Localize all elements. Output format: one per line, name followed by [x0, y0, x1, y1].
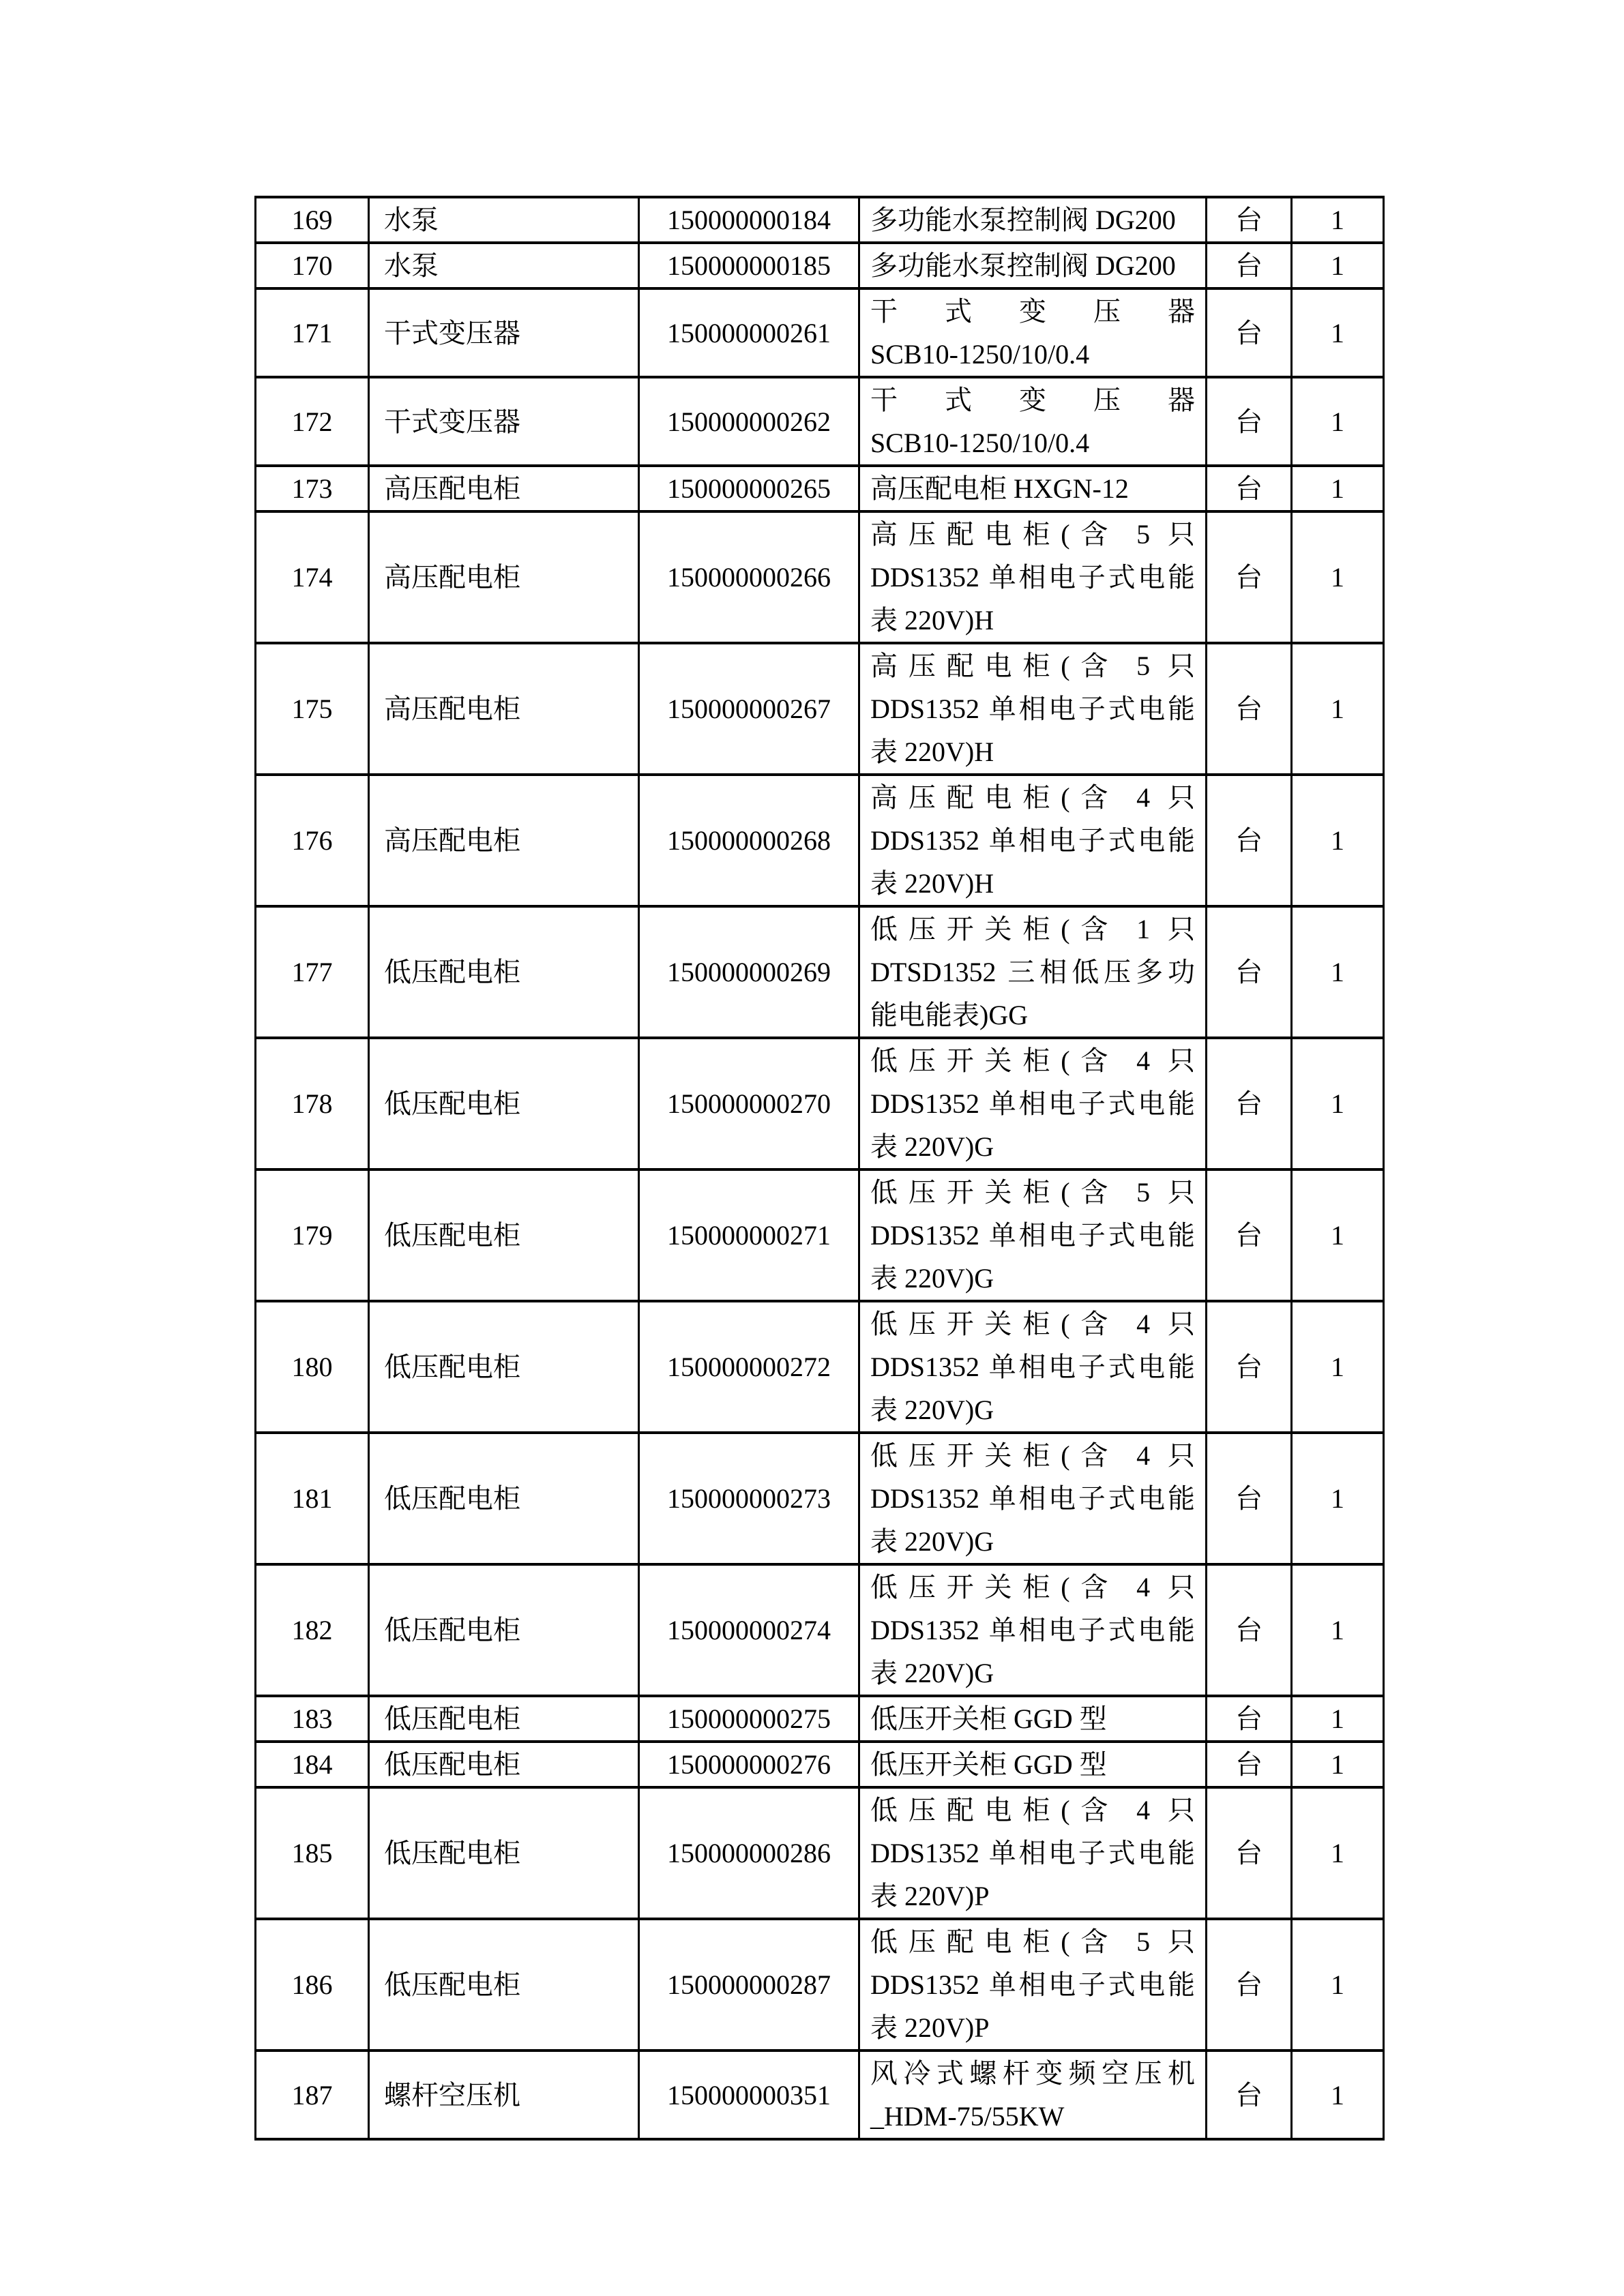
- equipment-name-cell: 低压配电柜: [369, 1564, 639, 1696]
- equipment-description-cell: [859, 1433, 1207, 1564]
- row-number-cell: 174: [256, 511, 369, 643]
- unit-cell: 台: [1207, 243, 1292, 288]
- quantity-cell: 1: [1292, 243, 1384, 288]
- equipment-name-cell: 低压配电柜: [369, 1301, 639, 1433]
- quantity-cell: 1: [1292, 775, 1384, 906]
- table-row: [256, 643, 1384, 775]
- equipment-table-body: [256, 197, 1384, 2139]
- description-line: DDS1352 单相电子式电能: [870, 562, 1195, 593]
- description-line: 低压开关柜(含 4 只: [870, 1309, 1195, 1339]
- row-number-cell: 178: [256, 1038, 369, 1169]
- description-line: 干式变压器: [870, 385, 1195, 415]
- equipment-description-cell: [859, 1301, 1207, 1433]
- row-number-cell: 175: [256, 643, 369, 775]
- description-line: DDS1352 单相电子式电能: [870, 694, 1195, 724]
- quantity-cell: 1: [1292, 466, 1384, 511]
- table-row: [256, 377, 1384, 466]
- equipment-description-cell: [859, 377, 1207, 466]
- equipment-code-cell: 150000000266: [639, 511, 859, 643]
- description-line: 表 220V)G: [870, 1131, 994, 1162]
- unit-cell: 台: [1207, 643, 1292, 775]
- quantity-cell: 1: [1292, 1433, 1384, 1564]
- quantity-cell: 1: [1292, 643, 1384, 775]
- table-row: [256, 466, 1384, 511]
- description-line: 表 220V)H: [870, 605, 994, 636]
- description-line: 表 220V)G: [870, 1658, 994, 1688]
- description-line: 表 220V)H: [870, 736, 994, 767]
- unit-cell: 台: [1207, 466, 1292, 511]
- equipment-description-cell: [859, 288, 1207, 377]
- description-line: 低压配电柜(含 5 只: [870, 1926, 1195, 1957]
- description-line: 表 220V)G: [870, 1263, 994, 1294]
- description-line: _HDM-75/55KW: [870, 2101, 1065, 2132]
- unit-cell: 台: [1207, 1787, 1292, 1919]
- equipment-description-cell: [859, 1169, 1207, 1301]
- unit-cell: 台: [1207, 1696, 1292, 1742]
- unit-cell: 台: [1207, 775, 1292, 906]
- description-line: SCB10-1250/10/0.4: [870, 339, 1090, 370]
- row-number-cell: 169: [256, 197, 369, 243]
- equipment-name-cell: 高压配电柜: [369, 775, 639, 906]
- equipment-name-cell: 干式变压器: [369, 288, 639, 377]
- description-line: 多功能水泵控制阀 DG200: [870, 250, 1176, 281]
- row-number-cell: 171: [256, 288, 369, 377]
- row-number-cell: 179: [256, 1169, 369, 1301]
- table-row: [256, 1696, 1384, 1742]
- quantity-cell: 1: [1292, 288, 1384, 377]
- quantity-cell: 1: [1292, 1564, 1384, 1696]
- equipment-code-cell: 150000000262: [639, 377, 859, 466]
- equipment-description-cell: [859, 1564, 1207, 1696]
- equipment-code-cell: 150000000261: [639, 288, 859, 377]
- equipment-description-cell: [859, 1787, 1207, 1919]
- equipment-name-cell: 低压配电柜: [369, 1696, 639, 1742]
- quantity-cell: 1: [1292, 1787, 1384, 1919]
- row-number-cell: 185: [256, 1787, 369, 1919]
- description-line: DDS1352 单相电子式电能: [870, 1838, 1195, 1868]
- unit-cell: 台: [1207, 288, 1292, 377]
- equipment-table: [254, 196, 1385, 2141]
- equipment-code-cell: 150000000276: [639, 1742, 859, 1787]
- description-line: 高压配电柜(含 5 只: [870, 651, 1195, 681]
- unit-cell: 台: [1207, 1169, 1292, 1301]
- unit-cell: 台: [1207, 1301, 1292, 1433]
- quantity-cell: 1: [1292, 377, 1384, 466]
- row-number-cell: 173: [256, 466, 369, 511]
- equipment-name-cell: 高压配电柜: [369, 511, 639, 643]
- equipment-code-cell: 150000000273: [639, 1433, 859, 1564]
- quantity-cell: 1: [1292, 1169, 1384, 1301]
- table-row: [256, 1169, 1384, 1301]
- equipment-name-cell: 低压配电柜: [369, 1742, 639, 1787]
- equipment-code-cell: 150000000269: [639, 906, 859, 1038]
- description-line: 低压开关柜 GGD 型: [870, 1703, 1107, 1734]
- table-row: [256, 1433, 1384, 1564]
- description-line: 低压配电柜(含 4 只: [870, 1795, 1195, 1825]
- description-line: SCB10-1250/10/0.4: [870, 428, 1090, 458]
- description-line: DDS1352 单相电子式电能: [870, 1352, 1195, 1382]
- unit-cell: 台: [1207, 377, 1292, 466]
- description-line: 表 220V)H: [870, 868, 994, 899]
- description-line: 表 220V)P: [870, 1881, 990, 1911]
- table-row: [256, 288, 1384, 377]
- equipment-description-cell: [859, 643, 1207, 775]
- description-line: DDS1352 单相电子式电能: [870, 825, 1195, 856]
- description-line: 能电能表)GG: [870, 1000, 1029, 1030]
- equipment-name-cell: 高压配电柜: [369, 466, 639, 511]
- equipment-name-cell: 低压配电柜: [369, 1038, 639, 1169]
- equipment-description-cell: [859, 1696, 1207, 1742]
- equipment-description-cell: [859, 243, 1207, 288]
- unit-cell: 台: [1207, 197, 1292, 243]
- description-line: 低压开关柜 GGD 型: [870, 1749, 1107, 1780]
- quantity-cell: 1: [1292, 1919, 1384, 2051]
- row-number-cell: 172: [256, 377, 369, 466]
- equipment-description-cell: [859, 775, 1207, 906]
- equipment-name-cell: 螺杆空压机: [369, 2051, 639, 2139]
- equipment-code-cell: 150000000271: [639, 1169, 859, 1301]
- description-line: 高压配电柜(含 4 只: [870, 782, 1195, 813]
- equipment-name-cell: 高压配电柜: [369, 643, 639, 775]
- table-row: [256, 2051, 1384, 2139]
- equipment-name-cell: 低压配电柜: [369, 1919, 639, 2051]
- description-line: 低压开关柜(含 4 只: [870, 1572, 1195, 1602]
- unit-cell: 台: [1207, 1564, 1292, 1696]
- unit-cell: 台: [1207, 1919, 1292, 2051]
- quantity-cell: 1: [1292, 1696, 1384, 1742]
- table-row: [256, 1742, 1384, 1787]
- table-row: [256, 775, 1384, 906]
- unit-cell: 台: [1207, 511, 1292, 643]
- equipment-name-cell: 低压配电柜: [369, 1787, 639, 1919]
- equipment-description-cell: [859, 197, 1207, 243]
- equipment-description-cell: [859, 1742, 1207, 1787]
- quantity-cell: 1: [1292, 511, 1384, 643]
- description-line: 风冷式螺杆变频空压机: [870, 2058, 1195, 2089]
- quantity-cell: 1: [1292, 1742, 1384, 1787]
- description-line: DDS1352 单相电子式电能: [870, 1220, 1195, 1251]
- equipment-code-cell: 150000000286: [639, 1787, 859, 1919]
- row-number-cell: 182: [256, 1564, 369, 1696]
- row-number-cell: 181: [256, 1433, 369, 1564]
- quantity-cell: 1: [1292, 906, 1384, 1038]
- equipment-name-cell: 低压配电柜: [369, 1169, 639, 1301]
- row-number-cell: 176: [256, 775, 369, 906]
- equipment-name-cell: 低压配电柜: [369, 906, 639, 1038]
- row-number-cell: 184: [256, 1742, 369, 1787]
- row-number-cell: 186: [256, 1919, 369, 2051]
- table-row: [256, 906, 1384, 1038]
- description-line: 表 220V)G: [870, 1526, 994, 1557]
- equipment-code-cell: 150000000184: [639, 197, 859, 243]
- equipment-description-cell: [859, 1038, 1207, 1169]
- equipment-name-cell: 水泵: [369, 197, 639, 243]
- description-line: DDS1352 单相电子式电能: [870, 1483, 1195, 1514]
- equipment-code-cell: 150000000268: [639, 775, 859, 906]
- table-row: [256, 511, 1384, 643]
- equipment-code-cell: 150000000272: [639, 1301, 859, 1433]
- quantity-cell: 1: [1292, 197, 1384, 243]
- table-row: [256, 1038, 1384, 1169]
- row-number-cell: 177: [256, 906, 369, 1038]
- description-line: 表 220V)P: [870, 2012, 990, 2043]
- description-line: DTSD1352 三相低压多功: [870, 957, 1195, 987]
- unit-cell: 台: [1207, 2051, 1292, 2139]
- table-row: [256, 1919, 1384, 2051]
- table-row: [256, 1564, 1384, 1696]
- equipment-description-cell: [859, 511, 1207, 643]
- equipment-code-cell: 150000000265: [639, 466, 859, 511]
- description-line: 低压开关柜(含 5 只: [870, 1177, 1195, 1208]
- description-line: DDS1352 单相电子式电能: [870, 1615, 1195, 1645]
- unit-cell: 台: [1207, 1742, 1292, 1787]
- table-row: [256, 243, 1384, 288]
- unit-cell: 台: [1207, 1038, 1292, 1169]
- description-line: DDS1352 单相电子式电能: [870, 1088, 1195, 1119]
- equipment-code-cell: 150000000275: [639, 1696, 859, 1742]
- equipment-code-cell: 150000000267: [639, 643, 859, 775]
- description-line: 干式变压器: [870, 296, 1195, 327]
- description-line: 低压开关柜(含 4 只: [870, 1045, 1195, 1076]
- unit-cell: 台: [1207, 906, 1292, 1038]
- description-line: 高压配电柜(含 5 只: [870, 519, 1195, 550]
- equipment-name-cell: 干式变压器: [369, 377, 639, 466]
- quantity-cell: 1: [1292, 1301, 1384, 1433]
- row-number-cell: 170: [256, 243, 369, 288]
- description-line: DDS1352 单相电子式电能: [870, 1969, 1195, 2000]
- row-number-cell: 180: [256, 1301, 369, 1433]
- equipment-code-cell: 150000000287: [639, 1919, 859, 2051]
- table-row: [256, 1301, 1384, 1433]
- equipment-description-cell: [859, 2051, 1207, 2139]
- unit-cell: 台: [1207, 1433, 1292, 1564]
- equipment-code-cell: 150000000185: [639, 243, 859, 288]
- table-row: [256, 1787, 1384, 1919]
- equipment-description-cell: [859, 906, 1207, 1038]
- row-number-cell: 183: [256, 1696, 369, 1742]
- quantity-cell: 1: [1292, 1038, 1384, 1169]
- equipment-description-cell: [859, 466, 1207, 511]
- table-row: [256, 197, 1384, 243]
- description-line: 高压配电柜 HXGN-12: [870, 473, 1129, 504]
- description-line: 低压开关柜(含 1 只: [870, 914, 1195, 944]
- equipment-description-cell: [859, 1919, 1207, 2051]
- description-line: 表 220V)G: [870, 1395, 994, 1425]
- equipment-name-cell: 水泵: [369, 243, 639, 288]
- description-line: 低压开关柜(含 4 只: [870, 1440, 1195, 1471]
- equipment-code-cell: 150000000274: [639, 1564, 859, 1696]
- equipment-code-cell: 150000000270: [639, 1038, 859, 1169]
- quantity-cell: 1: [1292, 2051, 1384, 2139]
- description-line: 多功能水泵控制阀 DG200: [870, 205, 1176, 235]
- equipment-code-cell: 150000000351: [639, 2051, 859, 2139]
- equipment-name-cell: 低压配电柜: [369, 1433, 639, 1564]
- row-number-cell: 187: [256, 2051, 369, 2139]
